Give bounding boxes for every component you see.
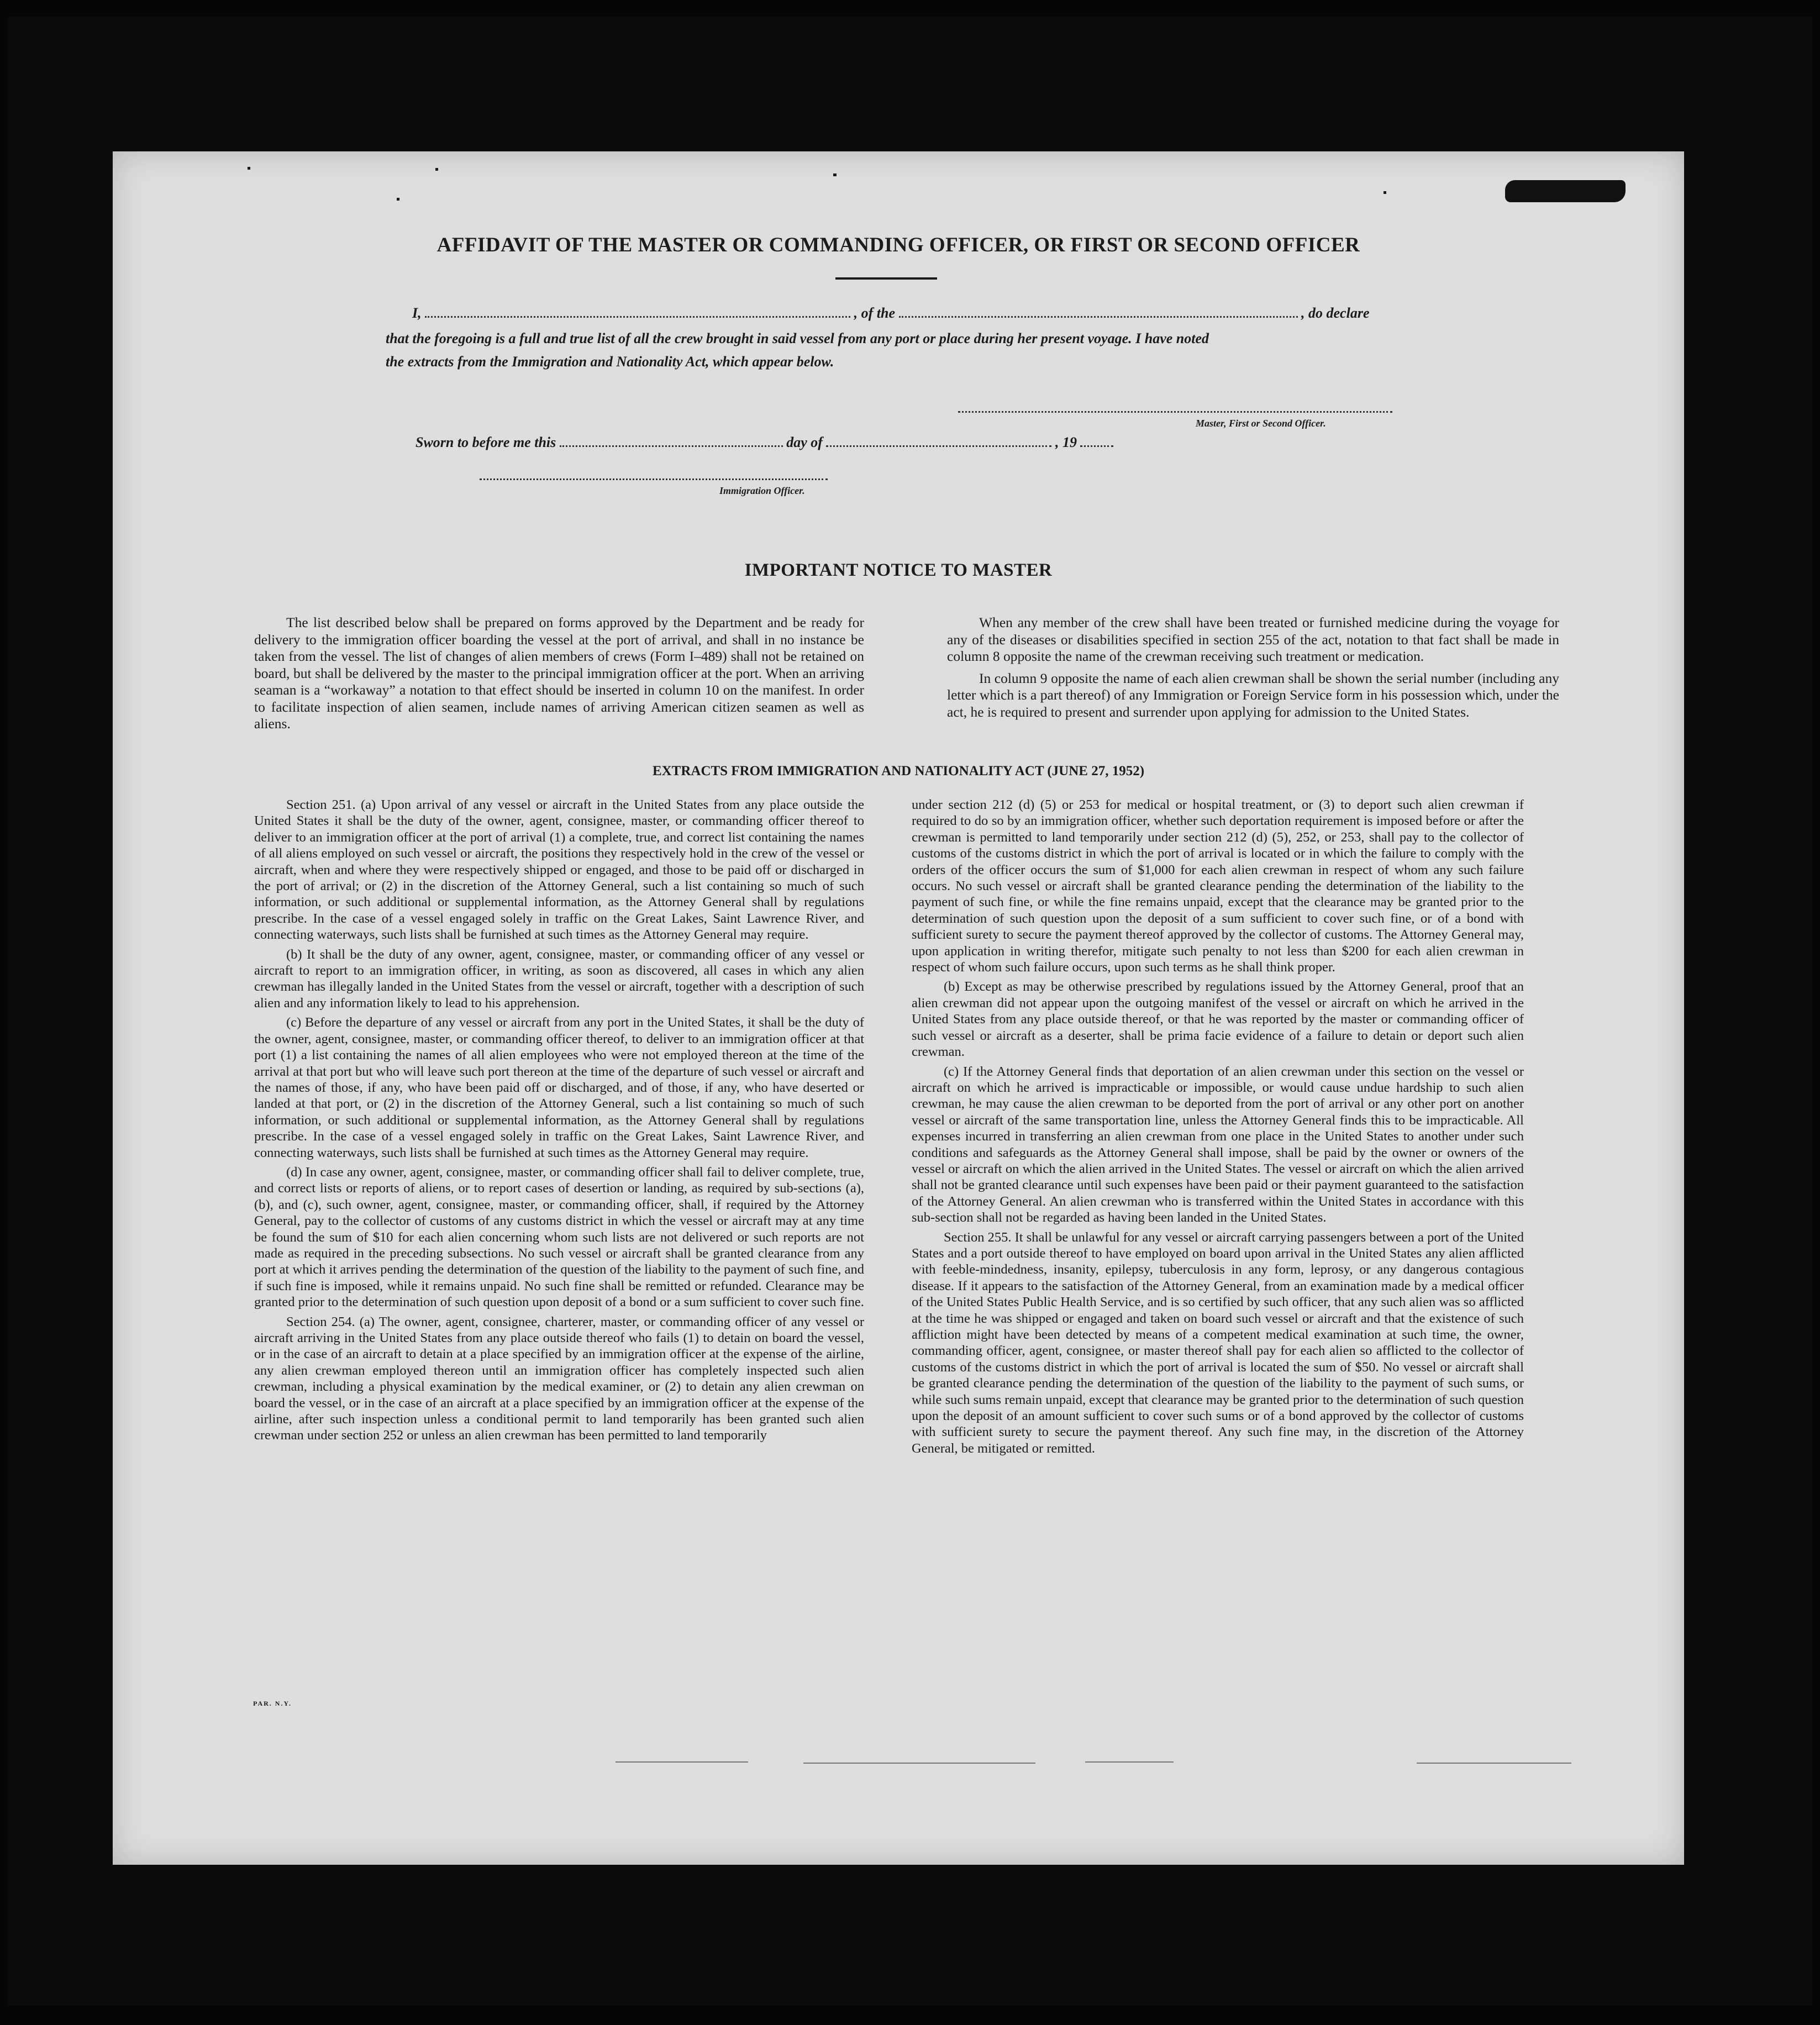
section-251-b: (b) It shall be the duty of any owner, agent, consignee, master, or commanding officer of any vessel or aircraft to report to an immigration officer, in writing, as soon as discovered, all cases in which any alien crewman has illegally landed in the United States from the vessel or aircraft, together with a description of such alien and any information likely to lead to his apprehension. (254, 946, 864, 1011)
speck (1384, 191, 1386, 194)
section-254-b: (b) Except as may be otherwise prescribed by regulations issued by the Attorney General, proof that an alien crewman did not appear upon the outgoing manifest of the vessel or aircraft on which he arrived in the United States from any place outside thereof, or that he was reported by the master or commanding officer of such vessel or aircraft as a deserter, shall be prima facie evidence of a failure to detain or deport such alien crewman. (912, 979, 1524, 1060)
title-rule (835, 277, 937, 280)
year-label: , 19 (1055, 434, 1077, 450)
document-page (113, 151, 1684, 1865)
section-254-a-continued: under section 212 (d) (5) or 253 for medical or hospital treatment, or (3) to deport such alien crewman if required to do so by an immigration officer, whether such deportation requirement is imposed before or after the crewman is permitted to land temporarily under section 212 (d) (5), 252, or 253, shall pay to the collector of customs of the customs district in which the port of arrival is located or in which the failure to comply with the orders of the officer occurs the sum of $1,000 for each alien crewman in respect of whom any such failure occurs. No such vessel or aircraft shall be granted clearance pending the determination of the liability to the payment of such fine, or while the fine remains unpaid, except that the clearance may be granted prior to the determination of such question upon the deposit of a sum sufficient to cover such fine, or of a bond with sufficient surety to secure the payment thereof approved by the collector of customs. The Attorney General may, upon application in writing therefor, mitigate such penalty to not less than $200 for each alien crewman in respect of whom such failure occurs, upon such terms as he shall think proper. (912, 797, 1524, 975)
of-the-label: , of the (854, 305, 896, 321)
speck (833, 173, 837, 176)
notice-right-paragraph-1: When any member of the crew shall have been treated or furnished medicine during the voyage for any of the diseases or disabilities specified in section 255 of the act, notation to that fact shall be made in column 8 opposite the name of the crewman receiving such treatment or medication. (947, 614, 1559, 664)
sworn-day-field[interactable] (560, 438, 783, 447)
notice-right-column (947, 614, 1559, 725)
fold-mark (803, 1763, 1035, 1764)
speck (435, 168, 438, 171)
speck (248, 167, 250, 170)
section-251-d: (d) In case any owner, agent, consignee, master, or commanding officer shall fail to deliver complete, true, and correct lists or reports of aliens, or to report cases of desertion or landing, as required by sub-sections (a), (b), and (c), such owner, agent, consignee, master, or commanding officer, shall, if required by the Attorney General, pay to the collector of customs of any customs district in which the vessel or aircraft may at any time be found the sum of $10 for each alien concerning whom such lists are not delivered or such reports are not made as required in the preceding subsections. No such vessel or aircraft shall be granted clearance from any port at which it arrives pending the determination of the question of the liability to the payment of such fine, and if such fine is imposed, while it remains unpaid. No such fine shall be remitted or refunded. Clearance may be granted prior to the determination of such question upon deposit of a bond or a sum sufficient to cover such fine. (254, 1164, 864, 1310)
declaration-line-3: the extracts from the Immigration and Nationality Act, which appear below. (386, 354, 834, 370)
notice-right-paragraph-2: In column 9 opposite the name of each alien crewman shall be shown the serial number (including any letter which is a part thereof) of any Immigration or Foreign Service form in his possession which, under the act, he is required to present and surrender upon applying for admission to the United States. (947, 670, 1559, 720)
extracts-left-column (254, 797, 864, 1447)
ink-blot (1505, 180, 1626, 202)
section-251-a: Section 251. (a) Upon arrival of any vessel or aircraft in the United States from any place outside the United States it shall be the duty of the owner, agent, consignee, master, or commanding officer thereof to deliver to an immigration officer at the port of arrival (1) a complete, true, and correct list containing the names of all aliens employed on such vessel or aircraft, the positions they respectively hold in the crew of the vessel or aircraft, when and where they were respectively shipped or engaged, and those to be paid off or discharged in the port of arrival; or (2) in the discretion of the Attorney General, such a list containing so much of such information, or such additional or supplemental information, as the Attorney General shall by regulations prescribe. In the case of a vessel engaged solely in traffic on the Great Lakes, Saint Lawrence River, and connecting waterways, such lists shall be furnished at such times as the Attorney General may require. (254, 797, 864, 943)
declarant-name-field[interactable] (425, 308, 850, 318)
notice-left-column (254, 614, 864, 738)
officer-signature-line[interactable] (480, 478, 828, 480)
declare-label: , do declare (1301, 305, 1370, 321)
extracts-right-column (912, 797, 1524, 1460)
vessel-name-field[interactable] (899, 308, 1298, 318)
section-251-c: (c) Before the departure of any vessel or aircraft from any port in the United States, it shall be the duty of the owner, agent, consignee, master, or commanding officer thereof, to deliver to an immigration officer at that port (1) a list containing the names of all alien employees who were not employed thereon at the time of the arrival at that port but who will leave such port thereon at the time of the departure of such vessel or aircraft and the names of those, if any, who have been paid off or discharged, and of those, if any, who have deserted or landed at that port, or (2) in the discretion of the Attorney General, such a list containing so much of such information, or such additional or supplemental information, as the Attorney General shall by regulations prescribe. In the case of a vessel engaged solely in traffic on the Great Lakes, Saint Lawrence River, and connecting waterways, such lists shall be furnished at such times as the Attorney General may require. (254, 1015, 864, 1160)
sworn-line (415, 434, 1113, 451)
master-signature-label: Master, First or Second Officer. (1196, 418, 1326, 429)
extracts-title: EXTRACTS FROM IMMIGRATION AND NATIONALITY ACT (JUNE 27, 1952) (652, 764, 1145, 779)
declaration-line-2: that the foregoing is a full and true list of all the crew brought in said vessel from any port or place during her present voyage. I have noted (386, 330, 1209, 346)
fold-mark (1085, 1761, 1174, 1763)
fold-mark (616, 1761, 748, 1763)
notice-left-paragraph: The list described below shall be prepared on forms approved by the Department and be ready for delivery to the immigration officer boarding the vessel at the port of arrival, and shall in no instance be taken from the vessel. The list of changes of alien members of crews (Form I–489) shall not be retained on board, but shall be delivered by the master to the principal immigration officer at the port. When an arriving seaman is a “workaway” a notation to that effect should be inserted in column 10 on the manifest. In order to facilitate inspection of alien seamen, include names of arriving American citizen seamen as well as aliens. (254, 614, 864, 732)
section-254-c: (c) If the Attorney General finds that deportation of an alien crewman under this section on the vessel or aircraft on which he arrived is impracticable or impossible, or would cause undue hardship to such alien crewman, he may cause the alien crewman to be deported from the port of arrival or any other port on another vessel or aircraft of the same transportation line, unless the Attorney General finds this to be impracticable. All expenses incurred in transferring an alien crewman from one place in the United States to another under such conditions and safeguards as the Attorney General shall impose, shall be paid by the owner or owners of the vessel or aircraft on which the alien arrived in the United States. The vessel or aircraft on which the alien arrived shall not be granted clearance until such expenses have been paid or their payment guaranteed to the satisfaction of the Attorney General. An alien crewman who is transferred within the United States in accordance with this sub-section shall not be regarded as having been landed in the United States. (912, 1064, 1524, 1225)
speck (397, 198, 399, 201)
sworn-month-field[interactable] (826, 438, 1051, 447)
affidavit-title: AFFIDAVIT OF THE MASTER OR COMMANDING OFFICER, OR FIRST OR SECOND OFFICER (436, 234, 1360, 256)
declaration-line-1 (412, 305, 1369, 322)
fold-mark (1417, 1763, 1571, 1764)
notice-title: IMPORTANT NOTICE TO MASTER (744, 560, 1053, 580)
day-of-label: day of (786, 434, 823, 450)
master-signature-line[interactable] (958, 411, 1392, 413)
sworn-year-field[interactable] (1080, 438, 1113, 447)
declarant-prefix: I, (412, 305, 422, 321)
section-255: Section 255. It shall be unlawful for any vessel or aircraft carrying passengers between a port of the United States and a port outside thereof to have employed on board upon arrival in the United States any alien afflicted with feeble-mindedness, insanity, epilepsy, tuberculosis in any form, leprosy, or any dangerous contagious disease. If it appears to the satisfaction of the Attorney General, from an examination made by a medical officer of the United States Public Health Service, and is so certified by such officer, that any such alien was so afflicted at the time he was shipped or engaged and taken on board such vessel or aircraft and that the existence of such affliction might have been detected by means of a competent medical examination at such time, the owner, commanding officer, agent, consignee, or master thereof shall pay for each alien so afflicted to the collector of customs of the customs district in which the port of arrival is located the sum of $50. No vessel or aircraft shall be granted clearance pending the determination of the question of the liability to the payment of such sums, or while such sums remain unpaid, except that clearance may be granted prior to the determination of such question upon the deposit of an amount sufficient to cover such sums or of a bond approved by the collector of customs with sufficient surety to secure the payment thereof. Any such fine may, in the discretion of the Attorney General, be mitigated or remitted. (912, 1229, 1524, 1456)
section-254-a: Section 254. (a) The owner, agent, consignee, charterer, master, or commanding officer of any vessel or aircraft arriving in the United States from any place outside thereof who fails (1) to detain on board the vessel, or in the case of an aircraft to detain at a place specified by an immigration officer at the expense of the airline, any alien crewman employed thereon until an immigration officer has completely inspected such alien crewman, including a physical examination by the medical examiner, or (2) to detain any alien crewman on board the vessel, or in the case of an aircraft at a place specified by an immigration officer at the expense of the airline, after such inspection unless a conditional permit to land temporarily has been granted such alien crewman under section 252 or unless an alien crewman has been permitted to land temporarily (254, 1314, 864, 1443)
printer-code: PAR. N.Y. (253, 1700, 292, 1707)
sworn-prefix: Sworn to before me this (415, 434, 556, 450)
officer-signature-label: Immigration Officer. (719, 485, 805, 496)
